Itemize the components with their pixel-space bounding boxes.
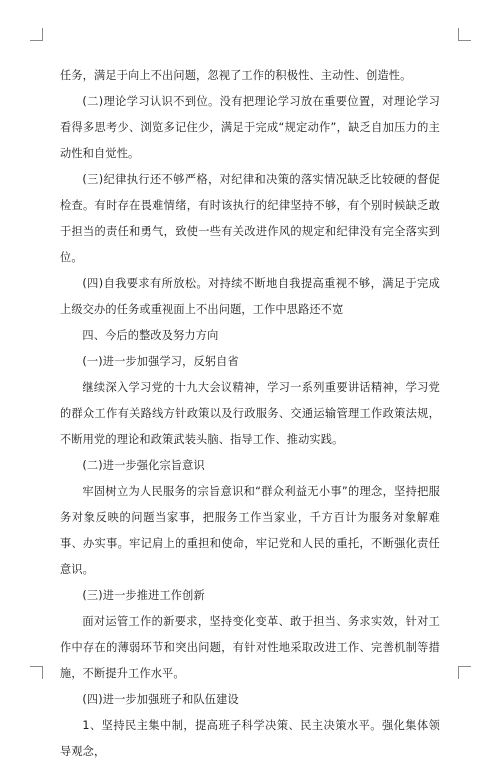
crop-mark-top-right bbox=[458, 28, 471, 41]
subsection-heading: (二)进一步强化宗旨意识 bbox=[82, 459, 205, 472]
paragraph: 牢固树立为人民服务的宗旨意识和“群众利益无小事”的理念，坚持把服务对象反映的问题当家事，把服务工作当家业，千方百计为服务对象解难事、办实事。牢记肩上的重担和使命，牢记党和人民的重托，不断强化责任意识。 bbox=[60, 485, 440, 576]
subsection-heading: (一)进一步加强学习，反躬自省 bbox=[82, 355, 239, 368]
crop-mark-top-left bbox=[30, 28, 43, 41]
subsection-heading: (三)进一步推进工作创新 bbox=[82, 589, 205, 602]
paragraph: 1、坚持民主集中制，提高班子科学决策、民主决策水平。强化集体领导观念， bbox=[60, 719, 440, 758]
paragraph: 任务，满足于向上不出问题，忽视了工作的积极性、主动性、创造性。 bbox=[60, 69, 412, 82]
subsection-heading: (四)进一步加强班子和队伍建设 bbox=[82, 693, 239, 706]
section-heading: 四、今后的整改及努力方向 bbox=[82, 329, 219, 342]
paragraph: 继续深入学习党的十九大会议精神，学习一系列重要讲话精神，学习党的群众工作有关路线方针政策以及行政服务、交通运输管理工作政策法规，不断用党的理论和政策武装头脑、指导工作、推动实践。 bbox=[60, 381, 440, 446]
crop-mark-bottom-right bbox=[458, 666, 471, 679]
document-body bbox=[60, 63, 440, 765]
paragraph: (四)自我要求有所放松。对持续不断地自我提高重视不够，满足于完成上级交办的任务或重视面上不出问题，工作中思路还不宽 bbox=[60, 277, 440, 316]
paragraph: (二)理论学习认识不到位。没有把理论学习放在重要位置，对理论学习看得多思考少、浏览多记住少，满足于完成“规定动作”，缺乏自加压力的主动性和自觉性。 bbox=[60, 95, 440, 160]
paragraph: 面对运管工作的新要求，坚持变化变革、敢于担当、务求实效，针对工作中存在的薄弱环节和突出问题，有针对性地采取改进工作、完善机制等措施，不断提升工作水平。 bbox=[60, 615, 440, 680]
crop-mark-bottom-left bbox=[30, 666, 43, 679]
paragraph: (三)纪律执行还不够严格，对纪律和决策的落实情况缺乏比较硬的督促检查。有时存在畏难情绪，有时该执行的纪律坚持不够，有个别时候缺乏敢于担当的责任和勇气，致使一些有关改进作风的规定和纪律没有完全落实到位。 bbox=[60, 173, 440, 264]
